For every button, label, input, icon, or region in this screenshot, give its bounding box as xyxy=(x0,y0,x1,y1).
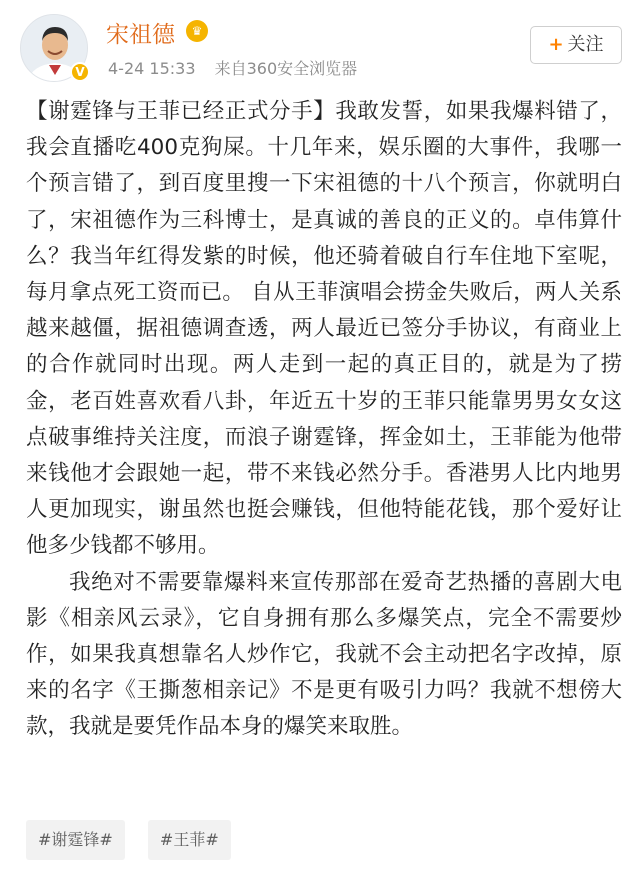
follow-label: 关注 xyxy=(567,34,604,55)
crown-badge-icon: ♛ xyxy=(186,20,208,42)
post-body xyxy=(26,94,622,746)
topic-tag[interactable]: #王菲# xyxy=(148,820,231,860)
username[interactable]: 宋祖德 xyxy=(106,22,175,48)
post-source: 来自360安全浏览器 xyxy=(214,59,358,78)
topic-tags xyxy=(26,820,249,860)
plus-icon: + xyxy=(548,34,564,55)
post-timestamp: 4-24 15:33 xyxy=(108,59,196,78)
verified-v-icon: V xyxy=(70,62,90,82)
post-meta xyxy=(108,56,371,79)
follow-button[interactable] xyxy=(530,26,622,64)
post-header xyxy=(0,0,640,96)
topic-tag[interactable]: #谢霆锋# xyxy=(26,820,125,860)
post-paragraph: 【谢霆锋与王菲已经正式分手】我敢发誓，如果我爆料错了，我会直播吃400克狗屎。十几年来，娱乐圈的大事件，我哪一个预言错了，到百度里搜一下宋祖德的十八个预言，你就明白了，宋祖德作为三科博士，是真诚的善良的正义的。卓伟算什么？我当年红得发紫的时候，他还骑着破自行车住地下室呢，每月拿点死工资而已。 自从王菲演唱会捞金失败后，两人关系越来越僵，据祖德调查透，两人最近已签分手协议，有商业上的合作就同时出现。两人走到一起的真正目的，就是为了捞金，老百姓喜欢看八卦，年近五十岁的王菲只能靠男男女女这点破事维持关注度，而浪子谢霆锋，挥金如土，王菲能为他带来钱他才会跟她一起，带不来钱必然分手。香港男人比内地男人更加现实，谢虽然也挺会赚钱，但他特能花钱，那个爱好让他多少钱都不够用。 xyxy=(26,99,622,559)
post-paragraph: 我绝对不需要靠爆料来宣传那部在爱奇艺热播的喜剧大电影《相亲风云录》，它自身拥有那么多爆笑点，完全不需要炒作，如果我真想靠名人炒作它，我就不会主动把名字改掉，原来的名字《王撕葱相亲记》不是更有吸引力吗？我就不想傍大款，我就是要凭作品本身的爆笑来取胜。 xyxy=(26,569,622,740)
